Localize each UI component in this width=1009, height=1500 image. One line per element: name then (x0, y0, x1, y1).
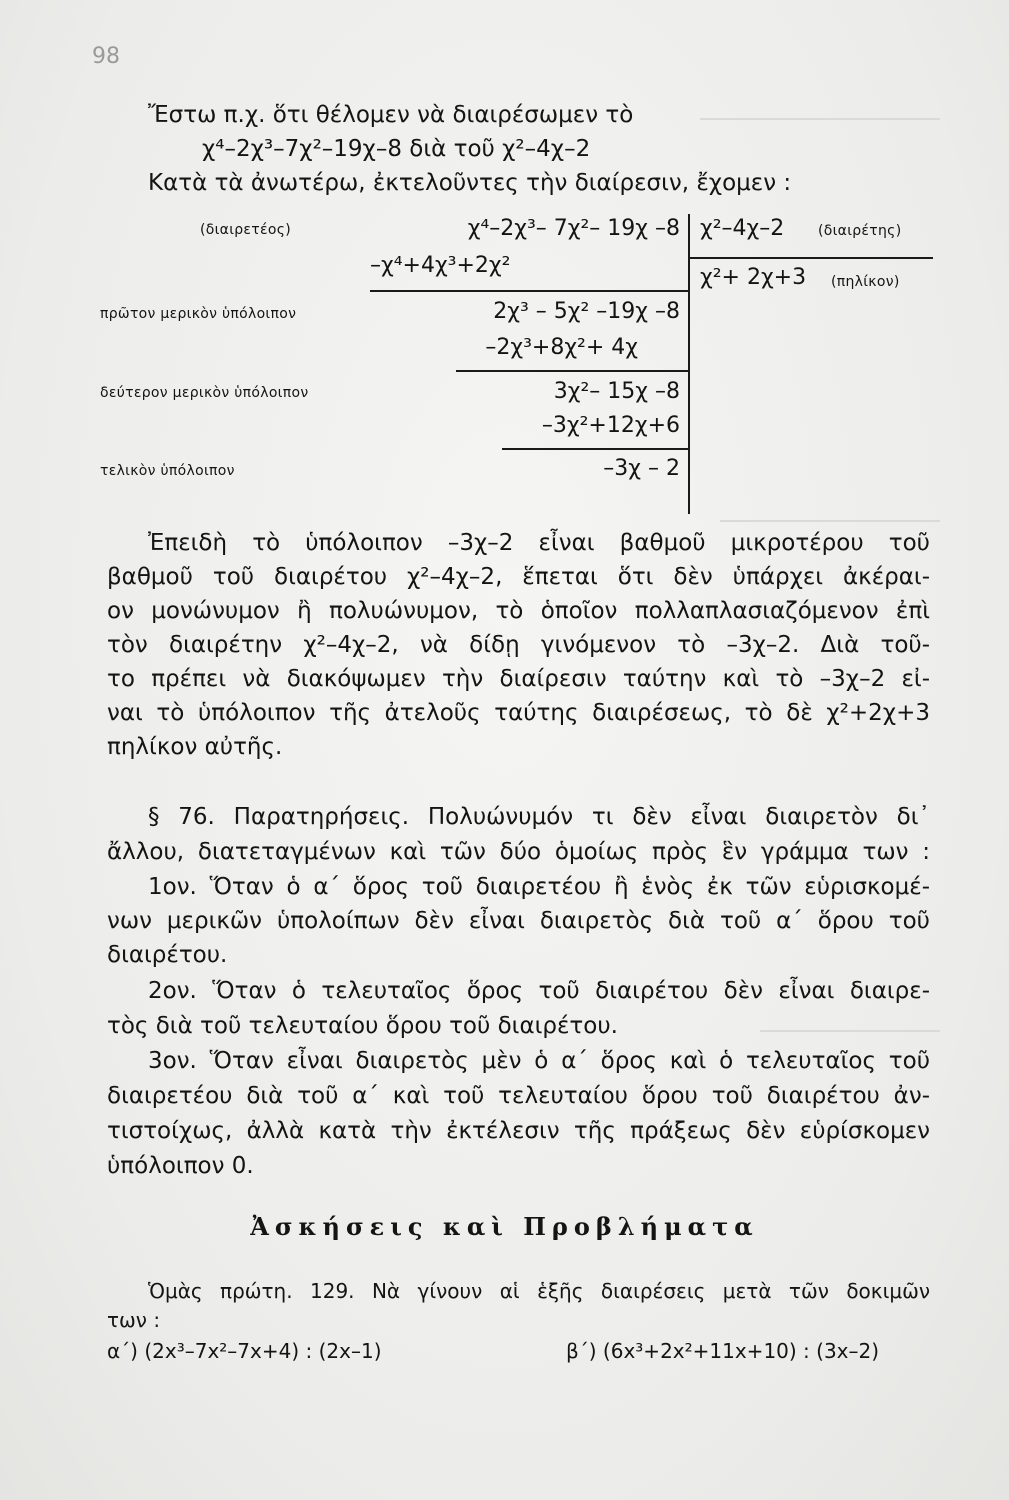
para1-line: Ἐπειδὴ τὸ ὑπόλοιπον –3χ–2 εἶναι βαθμοῦ μικροτέρου τοῦ (148, 530, 930, 556)
para1-line: τὸν διαιρέτην χ²–4χ–2, νὰ δίδῃ γινόμενον τὸ –3χ–2. Διὰ τοῦ- (107, 632, 930, 658)
remainder-2: 3χ²– 15χ –8 (553, 379, 680, 404)
para1-line: το πρέπει νὰ διακόψωμεν τὴν διαίρεσιν ταύτην καὶ τὸ –3χ–2 εἰ- (107, 666, 930, 692)
exercise-intro: Ὁμὰς πρώτη. 129. Νὰ γίνουν αἱ ἑξῆς διαιρέσεις μετὰ τῶν δοκιμῶν (148, 1279, 930, 1303)
final-label: τελικὸν ὑπόλοιπον (100, 463, 235, 479)
page-number: 98 (92, 44, 120, 69)
section76-line: διαιρετέου διὰ τοῦ α΄ καὶ τοῦ τελευταίου ὅρου τοῦ διαιρέτου ἀν- (107, 1083, 930, 1109)
divisor-label: (διαιρέτης) (818, 223, 902, 239)
dividend: χ⁴–2χ³– 7χ²– 19χ –8 (467, 216, 680, 241)
rule-3 (502, 448, 688, 450)
exercises-heading: Ἀσκήσεις καὶ Προβλήματα (250, 1212, 759, 1241)
rule-1 (370, 290, 688, 292)
section76-line: ὑπόλοιπον 0. (107, 1153, 254, 1179)
quotient: χ²+ 2χ+3 (700, 265, 807, 290)
para1-line: ον μονώνυμον ἢ πολυώνυμον, τὸ ὁποῖον πολλαπλασιαζόμενον ἐπὶ (107, 598, 930, 624)
para1-line: ναι τὸ ὑπόλοιπον τῆς ἀτελοῦς ταύτης διαιρέσεως, τὸ δὲ χ²+2χ+3 (107, 700, 930, 726)
subtrahend-3: –3χ²+12χ+6 (541, 413, 680, 438)
exercise-intro-cont: των : (107, 1308, 161, 1332)
bleed-through (760, 1030, 940, 1032)
section76-line: τιστοίχως, ἀλλὰ κατὰ τὴν ἐκτέλεσιν τῆς πράξεως δὲν εὑρίσκομεν (107, 1118, 930, 1144)
exercise-item-a: α΄) (2x³–7x²–7x+4) : (2x–1) (107, 1339, 382, 1363)
final-remainder: –3χ – 2 (603, 456, 680, 481)
section76-line: 1ον. Ὅταν ὁ α΄ ὅρος τοῦ διαιρετέου ἢ ἑνὸς ἐκ τῶν εὑρισκομέ- (148, 874, 930, 900)
intro-line-1: Ἔστω π.χ. ὅτι θέλομεν νὰ διαιρέσωμεν τὸ (148, 102, 634, 128)
quotient-label: (πηλίκον) (831, 274, 900, 290)
subtrahend-1: –χ⁴+4χ³+2χ² (370, 253, 511, 278)
remainder-1: 2χ³ – 5χ² –19χ –8 (493, 299, 680, 324)
section76-line: νων μερικῶν ὑπολοίπων δὲν εἶναι διαιρετὸς διὰ τοῦ α΄ ὅρου τοῦ (107, 908, 930, 934)
section76-line: 3ον. Ὅταν εἶναι διαιρετὸς μὲν ὁ α΄ ὅρος καὶ ὁ τελευταῖος τοῦ (148, 1048, 930, 1074)
section76-line: τὸς διὰ τοῦ τελευταίου ὅρου τοῦ διαιρέτου. (107, 1013, 618, 1039)
divisor: χ²–4χ–2 (700, 216, 785, 241)
dividend-label: (διαιρετέος) (200, 222, 292, 238)
section76-line: § 76. Παρατηρήσεις. Πολυώνυμόν τι δὲν εἶναι διαιρετὸν δι᾽ (148, 804, 930, 830)
rem1-label: πρῶτον μερικὸν ὑπόλοιπον (100, 306, 297, 322)
para1-line: πηλίκον αὐτῆς. (107, 734, 283, 760)
rule-2 (456, 370, 688, 372)
exercise-item-b: β΄) (6x³+2x²+11x+10) : (3x–2) (566, 1339, 880, 1363)
rem2-label: δεύτερον μερικὸν ὑπόλοιπον (100, 385, 309, 401)
intro-line-3: Κατὰ τὰ ἀνωτέρω, ἐκτελοῦντες τὴν διαίρεσιν, ἔχομεν : (148, 170, 792, 196)
intro-line-2: χ⁴–2χ³–7χ²–19χ–8 διὰ τοῦ χ²–4χ–2 (202, 136, 591, 162)
section76-line: 2ον. Ὅταν ὁ τελευταῖος ὅρος τοῦ διαιρέτου δὲν εἶναι διαιρε- (148, 978, 930, 1004)
bleed-through (720, 520, 940, 522)
bleed-through (700, 118, 940, 120)
section76-line: ἄλλου, διατεταγμένων καὶ τῶν δύο ὁμοίως πρὸς ἓν γράμμα των : (107, 839, 930, 865)
divisor-underline (688, 257, 933, 259)
subtrahend-2: –2χ³+8χ²+ 4χ (485, 335, 638, 360)
para1-line: βαθμοῦ τοῦ διαιρέτου χ²–4χ–2, ἕπεται ὅτι δὲν ὑπάρχει ἀκέραι- (107, 564, 930, 590)
section76-line: διαιρέτου. (107, 942, 228, 968)
division-vertical-rule (688, 214, 690, 514)
